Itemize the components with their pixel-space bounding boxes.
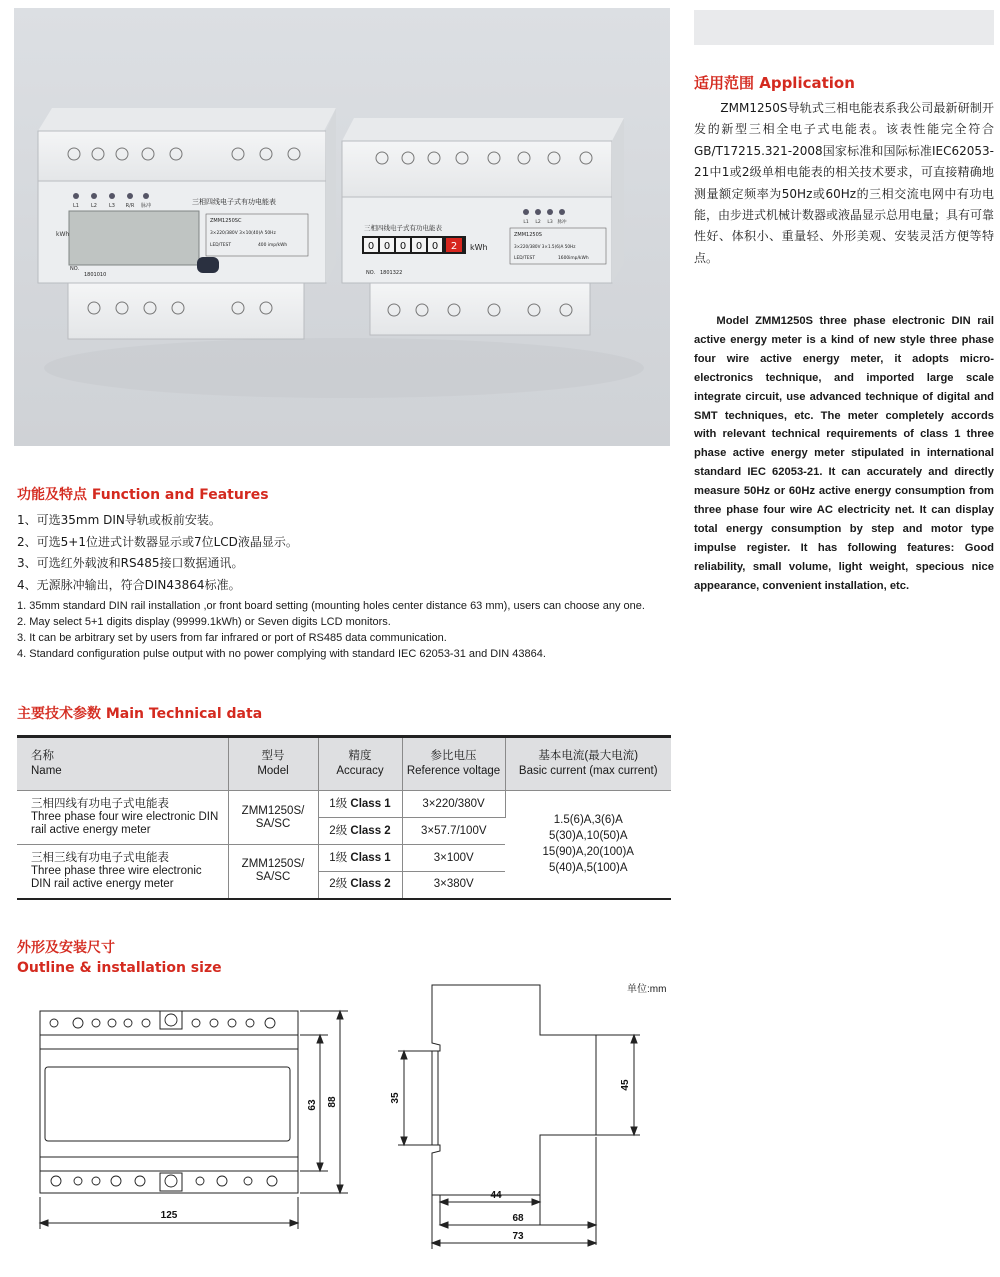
meter1-spec: 3×220/380V 3×10(40)A 50Hz (210, 231, 276, 236)
row1-model: ZMM1250S/ SA/SC (228, 791, 318, 845)
digit-5: 0 (431, 241, 439, 252)
feature-cn-4: 4、无源脉冲输出，符合DIN43864标准。 (17, 577, 241, 592)
meter-counter (342, 118, 624, 335)
dim-45: 45 (620, 1079, 631, 1091)
meter2-serial: 1801322 (380, 270, 403, 276)
meter2-no-label: NO. (366, 270, 376, 276)
application-description-cn: ZMM1250S导轨式三相电能表系我公司最新研制开发的新型三相全电子式电能表。该表性能完全符合GB/T17215.321-2008国家标准和国际标准IEC62053-21中1或2级单相电能表的相关技术要求，可直接精确地测量额定频率为50Hz或60Hz的三相交流电网中有功电能，由步进式机械计数器或液晶显示总用电量；具有可靠性好、体积小、重量轻、外形美观、安装灵活方便等特点。 (694, 101, 995, 265)
meter1-no-label: NO. (70, 266, 80, 272)
header-model: 型号 Model (228, 737, 318, 791)
dim-63: 63 (307, 1099, 318, 1111)
dim-125: 125 (160, 1210, 178, 1221)
row2-accuracy-1: 1级 Class 1 (318, 845, 402, 872)
row2-voltage-1: 3×100V (402, 845, 505, 872)
feature-cn-2: 2、可选5+1位进式计数器显示或7位LCD液晶显示。 (17, 534, 298, 549)
row1-accuracy-2: 2级 Class 2 (318, 818, 402, 845)
digit-6: 2 (450, 241, 458, 252)
feature-en-1: 1. 35mm standard DIN rail installation ,or front board setting (mounting holes center distance 63 mm), users can choose any one. (17, 600, 645, 612)
outline-drawing (0, 975, 680, 1275)
table-row (17, 791, 671, 818)
led-l3: L3 (109, 203, 115, 209)
dim-44: 44 (490, 1190, 502, 1201)
dim-88: 88 (327, 1096, 338, 1108)
row1-accuracy-1: 1级 Class 1 (318, 791, 402, 818)
technical-title: 主要技术参数 Main Technical data (17, 706, 263, 722)
row1-voltage-2: 3×57.7/100V (420, 824, 487, 837)
technical-data-table (17, 735, 671, 900)
dim-35: 35 (390, 1092, 401, 1104)
header-voltage: 参比电压 Reference voltage (402, 737, 505, 791)
header-current: 基本电流(最大电流) Basic current (max current) (518, 750, 658, 777)
table-header-row (17, 737, 671, 791)
meter2-imp: 1600imp/kWh (558, 256, 589, 261)
row2-voltage-2: 3×380V (433, 878, 474, 891)
row2-model: ZMM1250S/ SA/SC (228, 845, 318, 899)
header-accuracy: 精度 Accuracy (318, 737, 402, 791)
digit-4: 0 (415, 241, 423, 252)
row1-voltage-1: 3×220/380V (402, 791, 505, 818)
side-view (390, 985, 640, 1249)
feature-cn-1: 1、可选35mm DIN导轨或板前安装。 (17, 513, 221, 527)
energy-meters-illustration (14, 8, 670, 446)
current-values: 1.5(6)A,3(6)A 5(30)A,10(50)A 15(90)A,20(100)A 5(40)A,5(100)A (542, 814, 634, 875)
features-list-en (17, 598, 677, 662)
header-name: 名称 Name (17, 737, 228, 791)
led2-l1: L1 (523, 220, 529, 225)
meter1-title: 三相四线电子式有功电能表 (192, 198, 276, 206)
feature-en-4: 4. Standard configuration pulse output with no power complying with standard IEC 62053-31 and DIN 43864. (17, 648, 546, 660)
feature-en-2: 2. May select 5+1 digits display (99999.1kWh) or Seven digits LCD monitors. (17, 616, 391, 628)
meter1-serial: 1801010 (84, 272, 107, 278)
dim-68: 68 (512, 1213, 524, 1224)
digit-2: 0 (383, 241, 391, 252)
digit-1: 0 (367, 241, 375, 252)
meter-lcd (38, 108, 336, 339)
features-list-cn (17, 510, 298, 596)
dim-73: 73 (512, 1231, 524, 1242)
led-rr: R/R (125, 203, 135, 209)
outline-title: 外形及安装尺寸 Outline & installation size (17, 940, 222, 976)
led-l2: L2 (91, 203, 97, 209)
meter2-spec: 3×220/380V 3×1.5(6)A 50Hz (514, 244, 576, 249)
meter1-led: LED/TEST (210, 243, 232, 248)
digit-3: 0 (399, 241, 407, 252)
product-photo (14, 8, 670, 446)
meter2-unit: kWh (470, 243, 488, 252)
meter2-title: 三相四线电子式有功电能表 (364, 224, 442, 232)
application-description-en: Model ZMM1250S three phase electronic DIN rail active energy meter is a kind of new style three phase four wire active energy meter, it adopts micro-electronics technique, and imported large scale integrate circuit, use advanced technique of digital and SMT techniques, etc. The meter completely accords with relevant technical requirements of class 1 three phase active energy meter stipulated in international standard IEC 62053-21. It can accurately and directly measure 50Hz or 60Hz active energy consumption from three phase four wire AC electricity net. It can display total energy consumption by step and motor type impulse register. It has following features: Good reliability, small volume, light weight, specious nice appearance, convenient installation, etc. (694, 315, 994, 592)
led2-pulse: 脉冲 (557, 220, 567, 225)
application-title: 适用范围 Application (694, 74, 855, 92)
led-pulse: 脉冲 (140, 203, 152, 209)
row2-name: 三相三线有功电子式电能表 Three phase three wire electronic DIN rail active energy meter (17, 845, 228, 899)
header-band (694, 10, 994, 45)
front-view (40, 1011, 348, 1229)
meter1-unit: kWh (56, 231, 70, 238)
led2-l3: L3 (547, 220, 553, 225)
features-title: 功能及特点 Function and Features (17, 487, 269, 503)
led-l1: L1 (73, 203, 79, 209)
meter1-imp: 400 imp/kWh (258, 243, 288, 248)
feature-cn-3: 3、可选红外载波和RS485接口数据通讯。 (17, 556, 244, 571)
meter2-model: ZMM1250S (514, 232, 542, 238)
unit-label: 单位:mm (627, 984, 667, 995)
meter2-led: LED/TEST (514, 256, 536, 261)
row2-accuracy-2: 2级 Class 2 (318, 872, 402, 899)
feature-en-3: 3. It can be arbitrary set by users from far infrared or port of RS485 data communication. (17, 632, 447, 644)
row1-name: 三相四线有功电子式电能表 Three phase four wire electronic DIN rail active energy meter (17, 791, 228, 845)
meter1-model: ZMM1250SC (210, 218, 242, 224)
led2-l2: L2 (535, 220, 541, 225)
